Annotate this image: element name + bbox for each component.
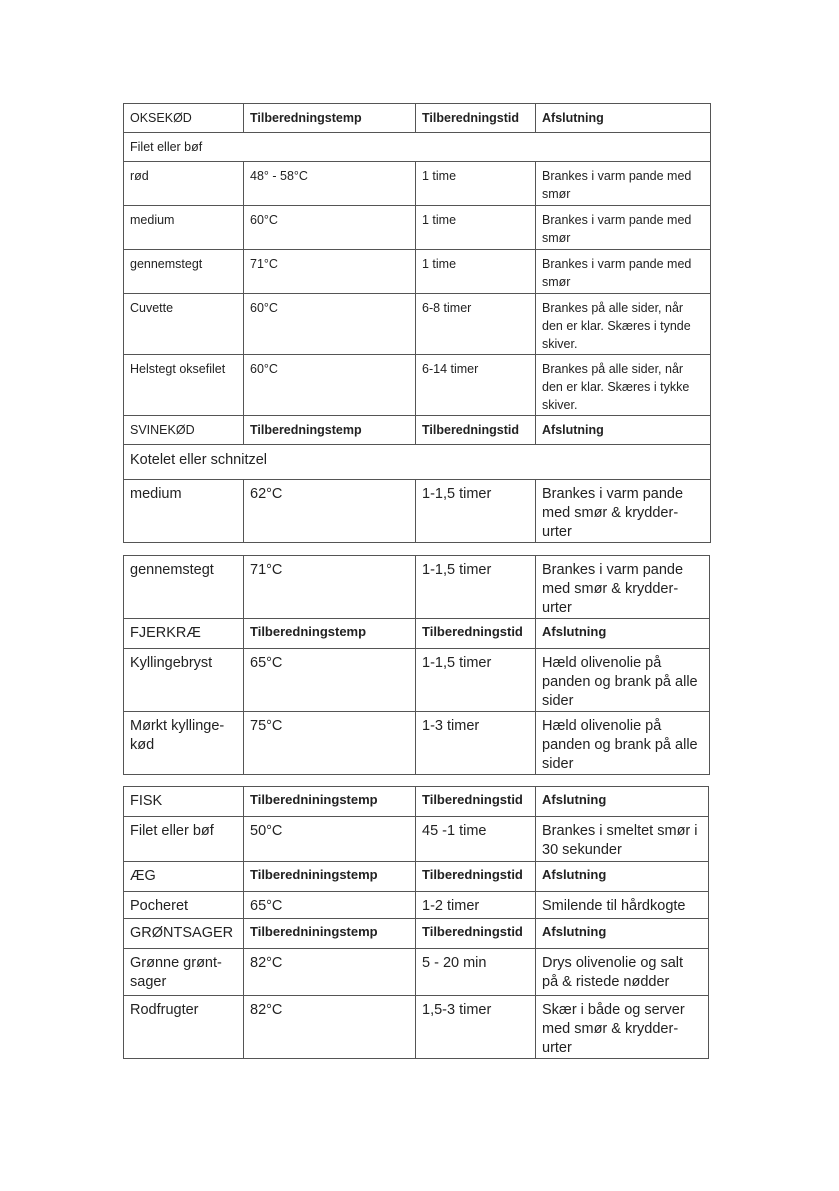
cell-cut: Kyllingebryst — [124, 649, 244, 712]
table-row — [124, 892, 709, 919]
cell-finish: Brankes på alle sider, når den er klar. Skæres i tykke skiver. — [536, 355, 711, 416]
header-temp: Tilberedniningstemp — [244, 787, 416, 817]
cell-time: 1-1,5 timer — [416, 556, 536, 619]
cell-cut: medium — [124, 480, 244, 543]
cell-temp: 82°C — [244, 996, 416, 1059]
fish-egg-veg-table — [123, 786, 709, 1059]
cell-finish: Brankes i varm pande med smør — [536, 250, 711, 294]
table-header-row — [124, 104, 711, 133]
cell-time: 1 time — [416, 162, 536, 206]
header-category: OKSEKØD — [124, 104, 244, 133]
header-finish: Afslutning — [536, 787, 709, 817]
cell-temp: 48° - 58°C — [244, 162, 416, 206]
cell-time: 1 time — [416, 250, 536, 294]
cell-temp: 60°C — [244, 206, 416, 250]
table-row — [124, 206, 711, 250]
cell-finish: Skær i både og server med smør & krydder-urter — [536, 996, 709, 1059]
header-time: Tilberedningstid — [416, 787, 536, 817]
cell-finish: Smilende til hårdkogte — [536, 892, 709, 919]
cell-temp: 75°C — [244, 712, 416, 775]
table-row — [124, 556, 710, 619]
cell-temp: 71°C — [244, 556, 416, 619]
table-row — [124, 250, 711, 294]
table-header-row — [124, 919, 709, 949]
cell-finish: Hæld olivenolie på panden og brank på alle sider — [536, 649, 710, 712]
cell-cut: Cuvette — [124, 294, 244, 355]
header-temp: Tilberedniningstemp — [244, 862, 416, 892]
table-row — [124, 162, 711, 206]
cell-cut: gennemstegt — [124, 250, 244, 294]
cell-finish: Brankes i varm pande med smør — [536, 206, 711, 250]
cell-finish: Brankes på alle sider, når den er klar. Skæres i tynde skiver. — [536, 294, 711, 355]
header-temp: Tilberedningstemp — [244, 104, 416, 133]
header-temp: Tilberedningstemp — [244, 416, 416, 445]
cell-temp: 82°C — [244, 949, 416, 996]
cell-time: 6-8 timer — [416, 294, 536, 355]
header-finish: Afslutning — [536, 416, 711, 445]
group-row — [124, 445, 711, 480]
cell-cut: Helstegt oksefilet — [124, 355, 244, 416]
cell-finish: Brankes i varm pande med smør & krydder-urter — [536, 480, 711, 543]
cell-finish: Brankes i varm pande med smør — [536, 162, 711, 206]
header-time: Tilberedningstid — [416, 416, 536, 445]
header-time: Tilberedningstid — [416, 619, 536, 649]
table-row — [124, 949, 709, 996]
header-finish: Afslutning — [536, 862, 709, 892]
header-time: Tilberedningstid — [416, 919, 536, 949]
table-row — [124, 294, 711, 355]
cell-finish: Drys olivenolie og salt på & ristede nødder — [536, 949, 709, 996]
header-finish: Afslutning — [536, 104, 711, 133]
pork-poultry-table — [123, 555, 710, 775]
table-header-row — [124, 416, 711, 445]
cell-cut: Mørkt kyllinge-kød — [124, 712, 244, 775]
table-row — [124, 480, 711, 543]
table-row — [124, 817, 709, 862]
header-temp: Tilberedniningstemp — [244, 919, 416, 949]
cell-time: 1-2 timer — [416, 892, 536, 919]
group-label: Kotelet eller schnitzel — [124, 445, 711, 480]
cell-cut: Grønne grønt-sager — [124, 949, 244, 996]
meat-table — [123, 103, 711, 543]
table-row — [124, 712, 710, 775]
cell-time: 1-1,5 timer — [416, 480, 536, 543]
cell-cut: medium — [124, 206, 244, 250]
cell-cut: Rodfrugter — [124, 996, 244, 1059]
header-temp: Tilberedningstemp — [244, 619, 416, 649]
cell-temp: 71°C — [244, 250, 416, 294]
cell-time: 1-3 timer — [416, 712, 536, 775]
cell-time: 6-14 timer — [416, 355, 536, 416]
cell-temp: 62°C — [244, 480, 416, 543]
table-header-row — [124, 862, 709, 892]
cell-time: 1 time — [416, 206, 536, 250]
cell-time: 45 -1 time — [416, 817, 536, 862]
table-header-row — [124, 787, 709, 817]
cell-temp: 50°C — [244, 817, 416, 862]
cell-time: 1,5-3 timer — [416, 996, 536, 1059]
header-category: ÆG — [124, 862, 244, 892]
cell-temp: 65°C — [244, 649, 416, 712]
cell-cut: Filet eller bøf — [124, 817, 244, 862]
cell-time: 5 - 20 min — [416, 949, 536, 996]
header-time: Tilberedningstid — [416, 104, 536, 133]
header-category: FJERKRÆ — [124, 619, 244, 649]
cell-cut: gennemstegt — [124, 556, 244, 619]
table-header-row — [124, 619, 710, 649]
cell-time: 1-1,5 timer — [416, 649, 536, 712]
table-row — [124, 649, 710, 712]
cell-cut: rød — [124, 162, 244, 206]
header-category: SVINEKØD — [124, 416, 244, 445]
header-time: Tilberedningstid — [416, 862, 536, 892]
cell-temp: 60°C — [244, 294, 416, 355]
header-category: FISK — [124, 787, 244, 817]
table-row — [124, 996, 709, 1059]
cell-temp: 65°C — [244, 892, 416, 919]
cell-finish: Brankes i varm pande med smør & krydder-urter — [536, 556, 710, 619]
group-label: Filet eller bøf — [124, 133, 711, 162]
cell-cut: Pocheret — [124, 892, 244, 919]
cell-finish: Brankes i smeltet smør i 30 sekunder — [536, 817, 709, 862]
cell-temp: 60°C — [244, 355, 416, 416]
group-row — [124, 133, 711, 162]
table-row — [124, 355, 711, 416]
header-category: GRØNTSAGER — [124, 919, 244, 949]
cell-finish: Hæld olivenolie på panden og brank på alle sider — [536, 712, 710, 775]
header-finish: Afslutning — [536, 619, 710, 649]
header-finish: Afslutning — [536, 919, 709, 949]
